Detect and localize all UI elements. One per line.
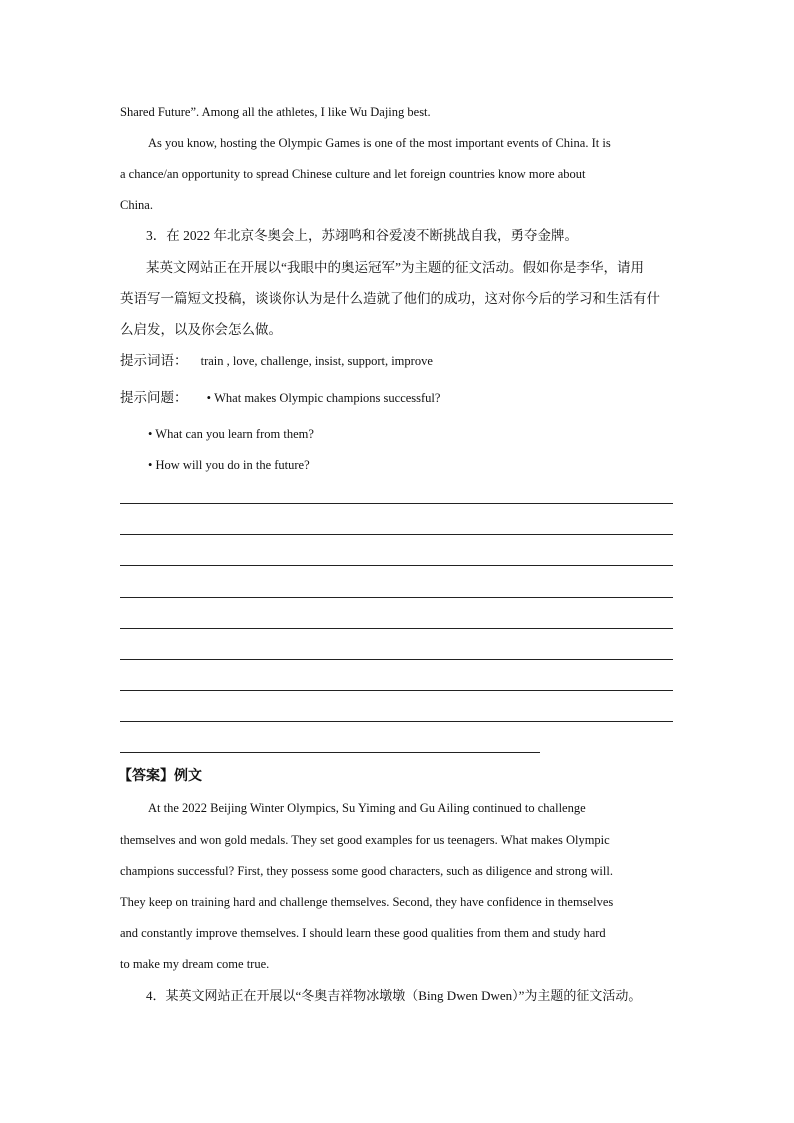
- writing-line[interactable]: [120, 565, 673, 566]
- prev-text-line-4: China.: [120, 198, 153, 212]
- answer-line-1: At the 2022 Beijing Winter Olympics, Su Yiming and Gu Ailing continued to challenge: [148, 801, 586, 815]
- hint-question-1: • What makes Olympic champions successful?: [206, 391, 441, 405]
- answer-line-4: They keep on training hard and challenge themselves. Second, they have confidence in themselves: [120, 895, 614, 909]
- writing-line-short[interactable]: [120, 752, 540, 753]
- hint-question-2: • What can you learn from them?: [148, 427, 314, 441]
- prev-text-line-2: As you know, hosting the Olympic Games is one of the most important events of China. It is: [148, 136, 611, 150]
- question3-prompt-line-1: 某英文网站正在开展以“我眼中的奥运冠军”为主题的征文活动。假如你是李华，请用: [146, 260, 644, 275]
- writing-line[interactable]: [120, 690, 673, 691]
- answer-line-3: champions successful? First, they possess some good characters, such as diligence and strong will.: [120, 864, 613, 878]
- writing-line[interactable]: [120, 659, 673, 660]
- answer-line-6: to make my dream come true.: [120, 957, 270, 971]
- writing-line[interactable]: [120, 597, 673, 598]
- answer-label: 【答案】例文: [118, 769, 202, 784]
- hint-words: train , love, challenge, insist, support, improve: [200, 354, 433, 368]
- answer-line-2: themselves and won gold medals. They set good examples for us teenagers. What makes Olympic: [120, 833, 610, 847]
- writing-line[interactable]: [120, 721, 673, 722]
- question3-prompt-line-3: 么启发，以及你会怎么做。: [120, 322, 282, 337]
- hint-questions-row: [120, 390, 440, 406]
- hint-question-3: • How will you do in the future?: [148, 458, 310, 472]
- prev-text-line-1: Shared Future”. Among all the athletes, I like Wu Dajing best.: [120, 105, 431, 119]
- hint-words-label: 提示词语：: [120, 353, 188, 368]
- writing-line[interactable]: [120, 628, 673, 629]
- prev-text-line-3: a chance/an opportunity to spread Chinese culture and let foreign countries know more about: [120, 167, 586, 181]
- question4-heading: 4．某英文网站正在开展以“冬奥吉祥物冰墩墩（Bing Dwen Dwen）”为主题的征文活动。: [146, 988, 642, 1003]
- answer-line-5: and constantly improve themselves. I should learn these good qualities from them and study hard: [120, 926, 606, 940]
- writing-line[interactable]: [120, 503, 673, 504]
- writing-line[interactable]: [120, 534, 673, 535]
- hint-words-row: [120, 353, 433, 369]
- question3-heading: 3．在 2022 年北京冬奥会上，苏翊鸣和谷爱凌不断挑战自我，勇夺金牌。: [146, 228, 578, 243]
- hint-questions-label: 提示问题：: [120, 390, 188, 405]
- question3-prompt-line-2: 英语写一篇短文投稿，谈谈你认为是什么造就了他们的成功，这对你今后的学习和生活有什: [120, 291, 660, 306]
